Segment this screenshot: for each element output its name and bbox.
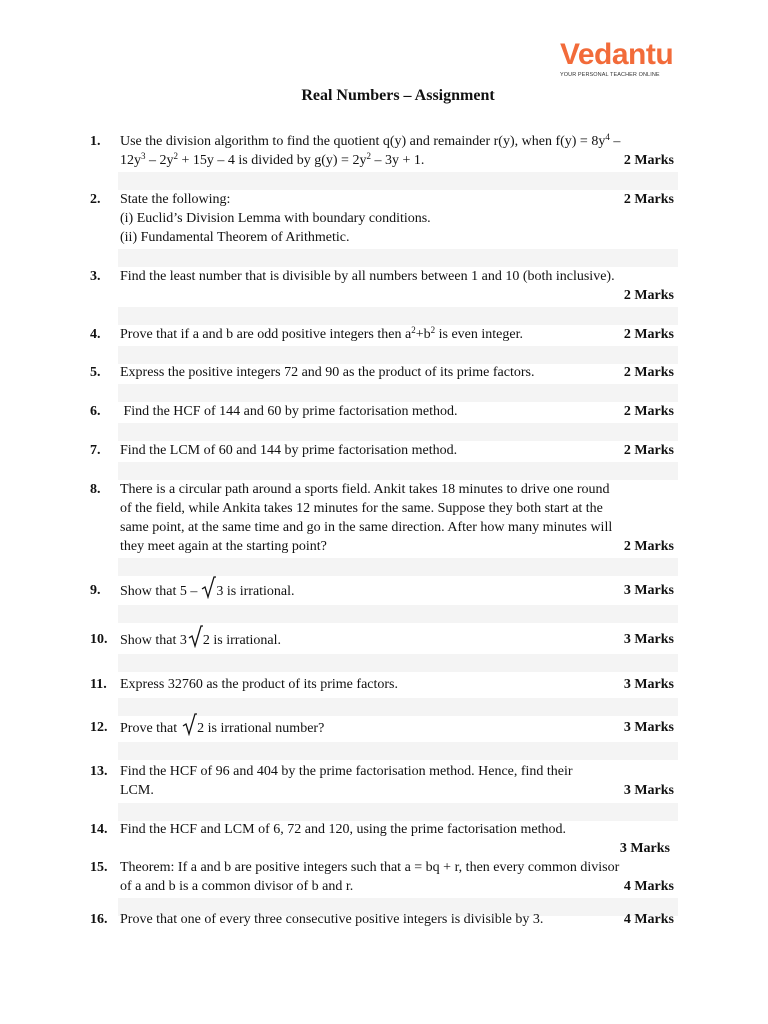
question-text: of a and b is a common divisor of b and r.: [120, 879, 354, 894]
marks-label: 2 Marks: [623, 365, 674, 380]
vedantu-logo: [560, 40, 678, 78]
question-text: of the field, while Ankita takes 12 minutes for the same. Suppose they both start at the: [120, 501, 603, 516]
question-number: 10.: [90, 632, 108, 647]
question-text: Prove that if a and b are odd positive integers then $a^2+b^2$ is even integer. 2 Marks: [120, 325, 674, 342]
question-text: LCM.: [120, 783, 154, 798]
square-root-icon: [182, 718, 197, 737]
separator-band: [118, 172, 678, 190]
question-text: same point, at the same time and go in the same direction. After how many minutes will: [120, 520, 613, 535]
question-number: 11.: [90, 677, 107, 692]
question-number: 12.: [90, 720, 108, 735]
question-number: 6.: [90, 404, 101, 419]
question-text: they meet again at the starting point?: [120, 539, 327, 554]
question-text: State the following: 2 Marks: [120, 192, 674, 207]
marks-label: 3 Marks: [619, 841, 670, 856]
separator-band: [118, 803, 678, 821]
question-number: 8.: [90, 482, 101, 497]
question-text: Show that 5 –: [120, 584, 198, 599]
separator-band: [118, 742, 678, 760]
marks-label: 2 Marks: [623, 327, 674, 342]
question-text: Find the LCM of 60 and 144 by prime factorisation method.: [120, 443, 458, 458]
separator-band: [118, 462, 678, 480]
question-text: Find the least number that is divisible by all numbers between 1 and 10 (both inclusive).: [120, 269, 615, 284]
marks-label: 3 Marks: [623, 783, 674, 798]
question-number: 15.: [90, 860, 108, 875]
question-number: 2.: [90, 192, 101, 207]
question-text: Find the HCF of 96 and 404 by the prime factorisation method. Hence, find their: [120, 764, 573, 779]
separator-band: [118, 346, 678, 364]
question-text: Express the positive integers 72 and 90 as the product of its prime factors.: [120, 365, 535, 380]
marks-label: 4 Marks: [623, 912, 674, 927]
marks-label: 2 Marks: [623, 288, 674, 303]
marks-label: 3 Marks: [623, 583, 674, 598]
marks-label: 2 Marks: [623, 539, 674, 554]
marks-label: 2 Marks: [623, 192, 674, 207]
separator-band: [118, 654, 678, 672]
question-text: Use the division algorithm to find the quotient q(y) and remainder r(y), when $f(y) = 8y^4$ –: [120, 132, 621, 149]
marks-label: 4 Marks: [623, 879, 674, 894]
question-number: 7.: [90, 443, 101, 458]
question-text: $12y^3 - 2y^2 + 15y - 4$ is divided by $g(y) = 2y^2 - 3y + 1$. 2 Marks: [120, 151, 674, 168]
question-text: Prove that: [120, 721, 178, 736]
separator-band: [118, 249, 678, 267]
logo-tagline: YOUR PERSONAL TEACHER ONLINE: [560, 72, 660, 78]
question-number: 5.: [90, 365, 101, 380]
question-number: 4.: [90, 327, 101, 342]
logo-wordmark: Vedantu: [560, 38, 674, 71]
question-number: 9.: [90, 583, 101, 598]
page-title: Real Numbers – Assignment: [301, 87, 495, 104]
square-root-icon: [188, 630, 203, 649]
separator-band: [118, 307, 678, 325]
separator-band: [118, 698, 678, 716]
question-text: Find the HCF of 144 and 60 by prime factorisation method.: [120, 404, 458, 419]
question-text: There is a circular path around a sports field. Ankit takes 18 minutes to drive one round: [120, 482, 610, 497]
separator-band: [118, 384, 678, 402]
question-text: Theorem: If a and b are positive integers such that a = bq + r, then every common divisor: [120, 860, 620, 875]
question-text: (ii) Fundamental Theorem of Arithmetic.: [120, 230, 350, 245]
separator-band: [118, 605, 678, 623]
question-number: 3.: [90, 269, 101, 284]
marks-label: 3 Marks: [623, 677, 674, 692]
square-root-icon: [201, 581, 216, 600]
question-text: Find the HCF and LCM of 6, 72 and 120, using the prime factorisation method.: [120, 822, 567, 837]
marks-label: 2 Marks: [623, 443, 674, 458]
marks-label: 2 Marks: [623, 153, 674, 168]
question-text: Show that 3: [120, 633, 187, 648]
question-text: (i) Euclid’s Division Lemma with boundary conditions.: [120, 211, 431, 226]
marks-label: 3 Marks: [623, 720, 674, 735]
separator-band: [118, 423, 678, 441]
marks-label: 3 Marks: [623, 632, 674, 647]
question-number: 14.: [90, 822, 108, 837]
question-number: 1.: [90, 134, 101, 149]
question-number: 16.: [90, 912, 108, 927]
marks-label: 2 Marks: [623, 404, 674, 419]
separator-band: [118, 558, 678, 576]
question-text: Prove that one of every three consecutive positive integers is divisible by 3.: [120, 912, 544, 927]
question-text: Express 32760 as the product of its prime factors.: [120, 677, 398, 692]
question-number: 13.: [90, 764, 108, 779]
